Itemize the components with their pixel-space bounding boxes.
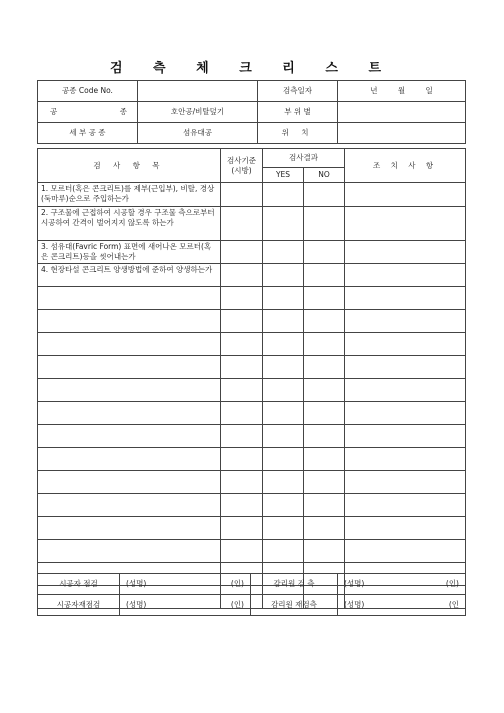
page-title: 검 측 체 크 리 스 트 xyxy=(109,61,395,76)
action-cell[interactable] xyxy=(345,241,466,264)
yes-cell[interactable] xyxy=(263,494,304,517)
table-row xyxy=(38,402,466,425)
check-item-text: 2. 구조물에 근접하여 시공할 경우 구조물 측으로부터 시공하여 간격이 벌어지지 않도록 하는가 xyxy=(38,207,221,241)
action-cell[interactable] xyxy=(345,379,466,402)
yes-cell[interactable] xyxy=(263,310,304,333)
check-item-text: 3. 섬유대(Favric Form) 표면에 새어나온 모르터(혹은 콘크리트)등을 씻어내는가 xyxy=(38,241,221,264)
no-cell[interactable] xyxy=(304,517,345,540)
check-item-empty xyxy=(38,379,221,402)
no-cell[interactable] xyxy=(304,379,345,402)
no-cell[interactable] xyxy=(304,241,345,264)
action-cell[interactable] xyxy=(345,425,466,448)
checklist-rows xyxy=(38,183,466,609)
yes-cell[interactable] xyxy=(263,540,304,563)
check-item-empty xyxy=(38,310,221,333)
no-cell[interactable] xyxy=(304,448,345,471)
contractor-recheck-sign[interactable] xyxy=(120,595,251,616)
no-header: NO xyxy=(304,168,345,183)
no-cell[interactable] xyxy=(304,494,345,517)
table-row xyxy=(38,264,466,287)
yes-cell[interactable] xyxy=(263,333,304,356)
check-item-text: 1. 모르터(혹은 콘크리트)를 제부(근입부), 비탈, 경상(둑마루)순으로 주입하는가 xyxy=(38,183,221,207)
check-item-empty xyxy=(38,333,221,356)
supervisor-check-sign[interactable] xyxy=(338,574,466,595)
no-cell[interactable] xyxy=(304,540,345,563)
action-cell[interactable] xyxy=(345,333,466,356)
code-label: 공종 Code No. xyxy=(38,81,138,102)
table-row xyxy=(38,241,466,264)
date-value[interactable]: 년 월 일 xyxy=(338,81,466,102)
action-cell[interactable] xyxy=(345,287,466,310)
standard-cell[interactable] xyxy=(221,183,263,207)
action-cell[interactable] xyxy=(345,471,466,494)
action-cell[interactable] xyxy=(345,517,466,540)
yes-cell[interactable] xyxy=(263,264,304,287)
check-item-empty xyxy=(38,494,221,517)
action-cell[interactable] xyxy=(345,207,466,241)
table-row xyxy=(38,471,466,494)
check-item-empty xyxy=(38,471,221,494)
item-header: 검 사 항 목 xyxy=(38,149,221,183)
table-row xyxy=(38,310,466,333)
date-label: 검측일자 xyxy=(258,81,338,102)
yes-cell[interactable] xyxy=(263,287,304,310)
standard-cell[interactable] xyxy=(221,494,263,517)
yes-cell[interactable] xyxy=(263,241,304,264)
yes-cell[interactable] xyxy=(263,425,304,448)
supervisor-check-label: 감리원 검 측 xyxy=(251,574,338,595)
action-cell[interactable] xyxy=(345,448,466,471)
standard-cell[interactable] xyxy=(221,448,263,471)
supervisor-recheck-sign[interactable] xyxy=(338,595,466,616)
check-item-empty xyxy=(38,287,221,310)
check-item-empty xyxy=(38,517,221,540)
yes-header: YES xyxy=(263,168,304,183)
part-label: 부 위 별 xyxy=(258,102,338,123)
standard-cell[interactable] xyxy=(221,402,263,425)
action-cell[interactable] xyxy=(345,402,466,425)
info-table xyxy=(37,80,466,144)
standard-cell[interactable] xyxy=(221,379,263,402)
work-type-value: 호안공/비탈덮기 xyxy=(138,102,258,123)
yes-cell[interactable] xyxy=(263,379,304,402)
result-header: 검사결과 xyxy=(263,149,345,168)
code-value-cell[interactable] xyxy=(138,81,258,102)
yes-cell[interactable] xyxy=(263,448,304,471)
detail-label: 세 부 공 종 xyxy=(38,123,138,144)
check-item-empty xyxy=(38,425,221,448)
table-row xyxy=(38,448,466,471)
supervisor-recheck-label: 감리원 재검측 xyxy=(251,595,338,616)
action-header: 조 치 사 항 xyxy=(345,149,466,183)
no-cell[interactable] xyxy=(304,287,345,310)
checklist-table xyxy=(37,148,466,609)
no-cell[interactable] xyxy=(304,183,345,207)
action-cell[interactable] xyxy=(345,183,466,207)
no-cell[interactable] xyxy=(304,402,345,425)
seal-label: (인) xyxy=(230,600,244,609)
check-item-empty xyxy=(38,402,221,425)
yes-cell[interactable] xyxy=(263,356,304,379)
detail-value: 섬유대공 xyxy=(138,123,258,144)
check-item-empty xyxy=(38,540,221,563)
standard-cell[interactable] xyxy=(221,241,263,264)
contractor-recheck-label: 시공자재점검 xyxy=(38,595,120,616)
standard-header xyxy=(221,149,263,183)
location-label: 위 치 xyxy=(258,123,338,144)
standard-cell[interactable] xyxy=(221,287,263,310)
yes-cell[interactable] xyxy=(263,517,304,540)
table-row xyxy=(38,425,466,448)
action-cell[interactable] xyxy=(345,310,466,333)
standard-cell[interactable] xyxy=(221,517,263,540)
action-cell[interactable] xyxy=(345,356,466,379)
no-cell[interactable] xyxy=(304,207,345,241)
standard-cell[interactable] xyxy=(221,425,263,448)
table-row xyxy=(38,356,466,379)
standard-cell[interactable] xyxy=(221,540,263,563)
name-label: (성명) xyxy=(344,579,365,588)
standard-cell[interactable] xyxy=(221,471,263,494)
table-row xyxy=(38,494,466,517)
no-cell[interactable] xyxy=(304,356,345,379)
check-item-text: 4. 현장타설 콘크리트 양생방법에 준하여 양생하는가 xyxy=(38,264,221,287)
yes-cell[interactable] xyxy=(263,471,304,494)
yes-cell[interactable] xyxy=(263,183,304,207)
signature-table xyxy=(37,573,466,616)
table-row xyxy=(38,207,466,241)
action-cell[interactable] xyxy=(345,494,466,517)
action-cell[interactable] xyxy=(345,264,466,287)
contractor-check-sign[interactable] xyxy=(120,574,251,595)
check-item-empty xyxy=(38,448,221,471)
table-row xyxy=(38,287,466,310)
standard-cell[interactable] xyxy=(221,264,263,287)
contractor-check-label: 시공자 점검 xyxy=(38,574,120,595)
table-row xyxy=(38,333,466,356)
no-cell[interactable] xyxy=(304,471,345,494)
name-label: (성명) xyxy=(344,600,365,609)
standard-header-sub: (시방) xyxy=(231,165,252,175)
yes-cell[interactable] xyxy=(263,207,304,241)
check-item-empty xyxy=(38,356,221,379)
no-cell[interactable] xyxy=(304,264,345,287)
no-cell[interactable] xyxy=(304,333,345,356)
action-cell[interactable] xyxy=(345,540,466,563)
standard-cell[interactable] xyxy=(221,356,263,379)
seal-label: (인) xyxy=(445,579,459,588)
name-label: (성명) xyxy=(126,600,147,609)
table-row xyxy=(38,183,466,207)
no-cell[interactable] xyxy=(304,425,345,448)
seal-label: (인) xyxy=(230,579,244,588)
table-row xyxy=(38,540,466,563)
standard-cell[interactable] xyxy=(221,310,263,333)
seal-label: (인 xyxy=(448,600,459,609)
location-value-cell[interactable] xyxy=(338,123,466,144)
name-label: (성명) xyxy=(126,579,147,588)
table-row xyxy=(38,517,466,540)
no-cell[interactable] xyxy=(304,310,345,333)
standard-cell[interactable] xyxy=(221,207,263,241)
work-type-label-cell: 공 종 xyxy=(38,102,138,123)
standard-cell[interactable] xyxy=(221,333,263,356)
yes-cell[interactable] xyxy=(263,402,304,425)
part-value-cell[interactable] xyxy=(338,102,466,123)
standard-header-label: 검사기준 xyxy=(227,155,256,165)
table-row xyxy=(38,379,466,402)
